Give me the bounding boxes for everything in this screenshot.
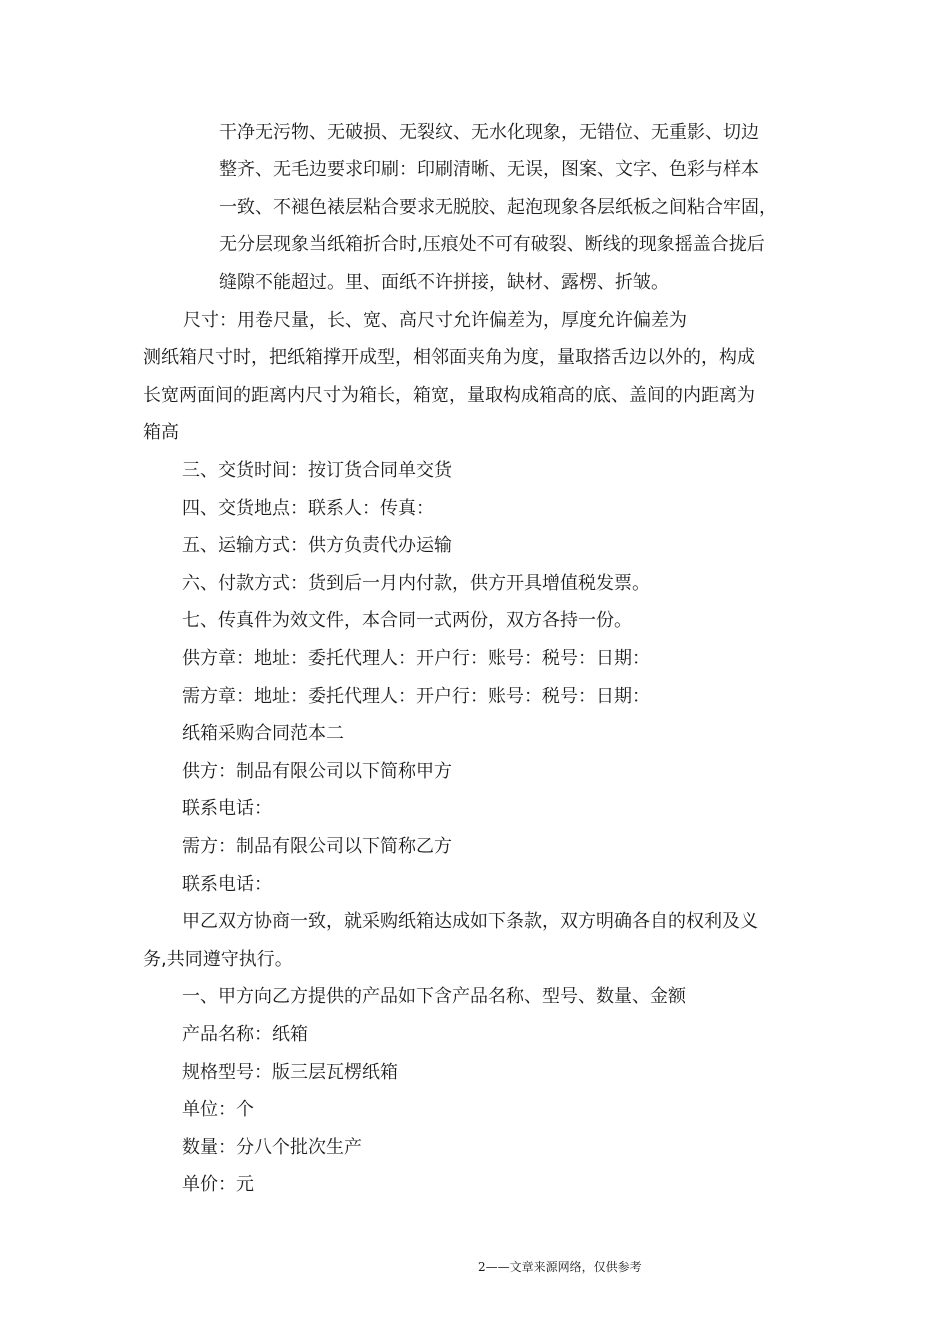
- text-line: 需方章：地址：委托代理人：开户行：账号：税号：日期：: [182, 686, 650, 707]
- text-line: 三、交货时间：按订货合同单交货: [182, 460, 452, 481]
- text-line: 甲乙双方协商一致，就采购纸箱达成如下条款，双方明确各自的权利及义: [182, 911, 758, 932]
- section-title: 纸箱采购合同范本二: [182, 723, 344, 744]
- text-line: 测纸箱尺寸时，把纸箱撑开成型，相邻面夹角为度，量取搭舌边以外的，构成: [143, 347, 755, 368]
- text-line: 联系电话：: [182, 798, 272, 819]
- text-line: 产品名称：纸箱: [182, 1024, 308, 1045]
- text-line: 一、甲方向乙方提供的产品如下含产品名称、型号、数量、金额: [182, 986, 686, 1007]
- text-line: 一致、不褪色裱层粘合要求无脱胶、起泡现象各层纸板之间粘合牢固，: [219, 197, 777, 218]
- text-line: 单价：元: [182, 1174, 254, 1195]
- text-line: 四、交货地点：联系人：传真：: [182, 498, 434, 519]
- text-line: 联系电话：: [182, 874, 272, 895]
- text-line: 五、运输方式：供方负责代办运输: [182, 535, 452, 556]
- text-line: 长宽两面间的距离内尺寸为箱长，箱宽，量取构成箱高的底、盖间的内距离为: [143, 385, 755, 406]
- text-line: 单位：个: [182, 1099, 254, 1120]
- text-line: 务,共同遵守执行。: [143, 949, 293, 970]
- text-line: 尺寸：用卷尺量，长、宽、高尺寸允许偏差为，厚度允许偏差为: [183, 310, 687, 331]
- text-line: 供方：制品有限公司以下简称甲方: [182, 761, 452, 782]
- text-line: 箱高: [143, 422, 179, 443]
- text-line: 供方章：地址：委托代理人：开户行：账号：税号：日期：: [182, 648, 650, 669]
- text-line: 无分层现象当纸箱折合时,压痕处不可有破裂、断线的现象摇盖合拢后: [219, 234, 765, 255]
- text-line: 干净无污物、无破损、无裂纹、无水化现象，无错位、无重影、切边: [219, 122, 759, 143]
- text-line: 需方：制品有限公司以下简称乙方: [182, 836, 452, 857]
- text-line: 整齐、无毛边要求印刷：印刷清晰、无误，图案、文字、色彩与样本: [219, 159, 759, 180]
- text-line: 六、付款方式：货到后一月内付款，供方开具增值税发票。: [182, 573, 650, 594]
- text-line: 缝隙不能超过。里、面纸不许拼接，缺材、露楞、折皱。: [219, 272, 669, 293]
- text-line: 规格型号：版三层瓦楞纸箱: [182, 1062, 398, 1083]
- page-footer: 2——文章来源网络，仅供参考: [478, 1260, 642, 1274]
- text-line: 七、传真件为效文件，本合同一式两份，双方各持一份。: [182, 610, 632, 631]
- text-line: 数量：分八个批次生产: [182, 1137, 362, 1158]
